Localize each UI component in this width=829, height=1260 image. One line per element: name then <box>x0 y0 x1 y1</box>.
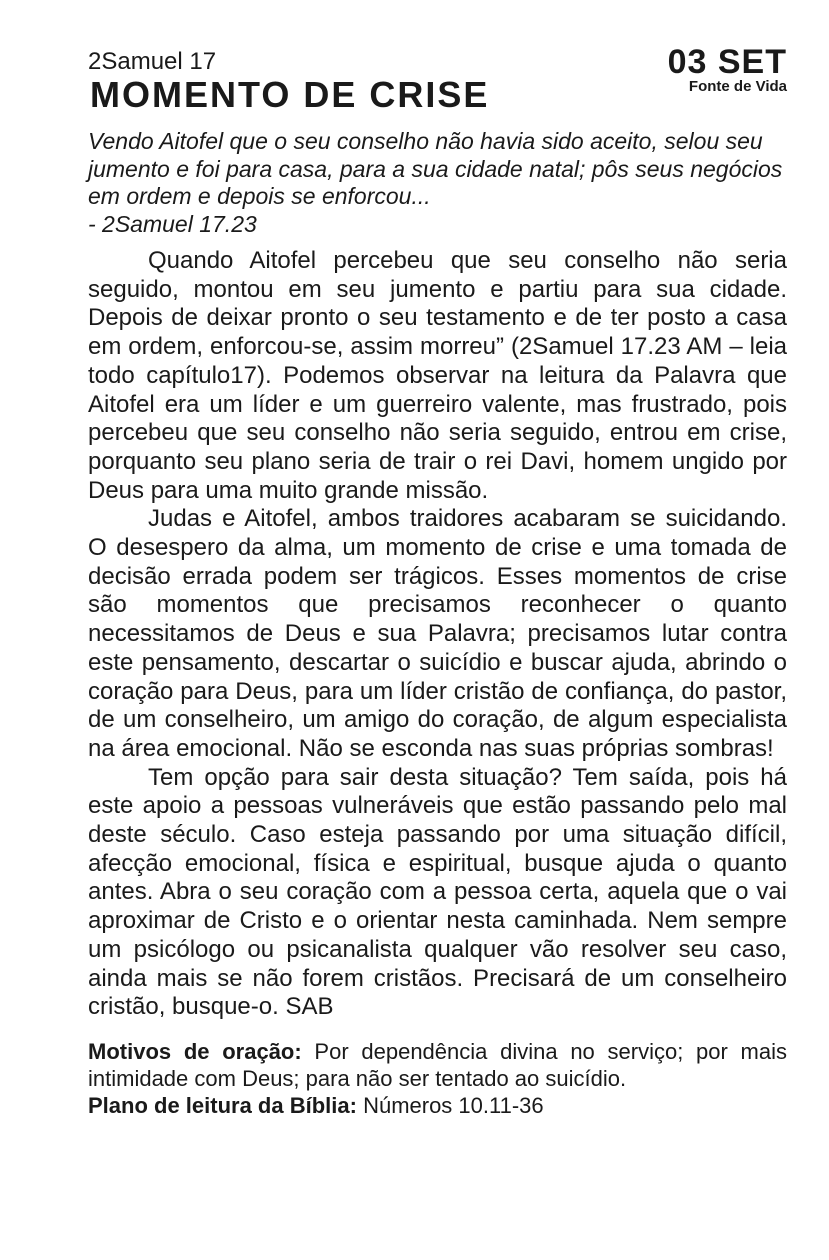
page-title: MOMENTO DE CRISE <box>90 74 490 115</box>
key-verse-reference: - 2Samuel 17.23 <box>88 210 257 237</box>
source-label: Fonte de Vida <box>688 78 787 95</box>
devotional-body <box>88 247 787 1022</box>
header <box>88 44 787 120</box>
reading-plan-label: Plano de leitura da Bíblia: <box>88 1092 357 1118</box>
reading-plan <box>88 1092 787 1119</box>
prayer-label: Motivos de oração: <box>88 1038 302 1064</box>
reading-plan-text: Números 10.11-36 <box>356 1092 544 1118</box>
footer <box>88 1038 787 1119</box>
date-label: 03 SET <box>667 43 787 81</box>
prayer-motives <box>88 1038 787 1092</box>
chapter-reference: 2Samuel 17 <box>88 48 217 75</box>
paragraph: Judas e Aitofel, ambos traidores acabaram se suicidando. O desespero da alma, um momento de crise e uma tomada de decisão errada podem ser trágicos. Esses momentos de crise são momentos que precisamos reconhecer o quanto necessitamos de Deus e sua Palavra; precisamos lutar contra este pensamento, descartar o suicídio e buscar ajuda, abrindo o coração para Deus, para um líder cristão de confiança, do pastor, de um conselheiro, um amigo do coração, de algum especialista na área emocional. Não se esconda nas suas próprias sombras! <box>88 505 787 762</box>
prayer-text: Por dependência divina no serviço; por mais intimidade com Deus; para não ser tentado ao suicídio. <box>88 1038 787 1091</box>
paragraph: Quando Aitofel percebeu que seu conselho não seria seguido, montou em seu jumento e partiu para sua cidade. Depois de deixar pronto o seu testamento e de ter posto a casa em ordem, enforcou-se, assim morreu” (2Samuel 17.23 AM – leia todo capítulo17). Podemos observar na leitura da Palavra que Aitofel era um líder e um guerreiro valente, mas frustrado, pois percebeu que seu conselho não seria seguido, entrou em crise, porquanto seu plano seria de trair o rei Davi, homem ungido por Deus para uma muito grande missão. <box>88 247 787 504</box>
key-verse: Vendo Aitofel que o seu conselho não havia sido aceito, selou seu jumento e foi para casa, para a sua cidade natal; pôs seus negócios em ordem e depois se enforcou... <box>88 128 783 209</box>
paragraph: Tem opção para sair desta situação? Tem saída, pois há este apoio a pessoas vulneráveis que estão passando pelo mal deste século. Caso esteja passando por uma situação difícil, afecção emocional, física e espiritual, busque ajuda o quanto antes. Abra o seu coração com a pessoa certa, aquela que o vai aproximar de Cristo e o orientar nesta caminhada. Nem sempre um psicólogo ou psicanalista qualquer vão resolver seu caso, ainda mais se não forem cristãos. Precisará de um conselheiro cristão, busque-o. SAB <box>88 763 787 1021</box>
devotional-page <box>88 44 787 1119</box>
